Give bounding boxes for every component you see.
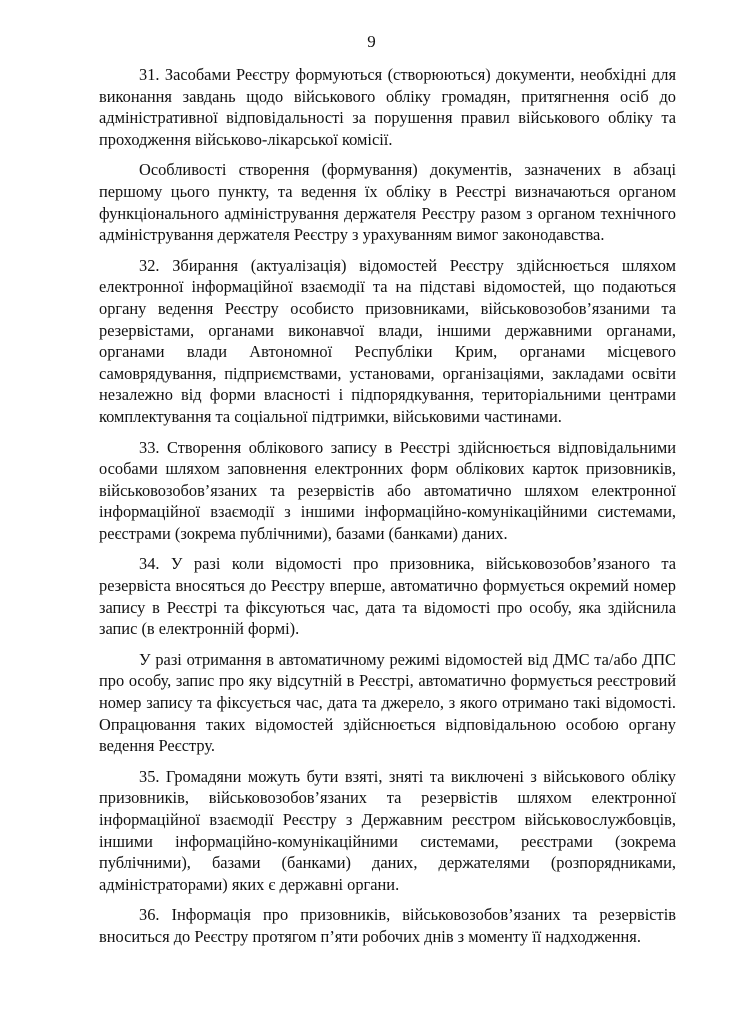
paragraph-33: 33. Створення облікового запису в Реєстрі здійснюється відповідальними особами шляхом заповнення електронних форм облікових карток призовників, військовозобов’язаних та резервістів або автоматично шляхом електронної інформаційної взаємодії з іншими інформаційно-комунікаційними системами, реєстрами (зокрема публічними), базами (банками) даних. — [99, 437, 676, 543]
paragraph-35: 35. Громадяни можуть бути взяті, зняті та виключені з військового обліку призовників, військовозобов’язаних та резервістів шляхом електронної інформаційної взаємодії Реєстру з Державним реєстром військовослужбовців, іншими інформаційно-комунікаційними системами, реєстрами (зокрема публічними), базами (банками) даних, держателями (розпорядниками, адміністраторами) яких є державні органи. — [99, 766, 676, 894]
paragraph-31-note: Особливості створення (формування) документів, зазначених в абзаці першому цього пункту, та ведення їх обліку в Реєстрі визначаються органом функціонального адміністрування держателя Реєстру разом з органом технічного адміністрування держателя Реєстру з урахуванням вимог законодавства. — [99, 160, 676, 245]
paragraph-34: 34. У разі коли відомості про призовника, військовозобов’язаного та резервіста вносяться до Реєстру вперше, автоматично формується окремий номер запису в Реєстрі та фіксуються час, дата та відомості про особу, яка здійснила запис (в електронній формі). — [99, 554, 676, 639]
paragraph-36: 36. Інформація про призовників, військовозобов’язаних та резервістів вноситься до Реєстру протягом п’яти робочих днів з моменту її надходження. — [99, 905, 676, 946]
paragraph-32: 32. Збирання (актуалізація) відомостей Реєстру здійснюється шляхом електронної інформаційної взаємодії та на підставі відомостей, що подаються органу ведення Реєстру особисто призовниками, військовозобов’язаними та резервістами, органами виконавчої влади, іншими державними органами, органами влади Автономної Республіки Крим, органами місцевого самоврядування, підприємствами, установами, організаціями, закладами освіти незалежно від форми власності і підпорядкування, територіальними центрами комплектування та соціальної підтримки, військовими частинами. — [99, 255, 676, 426]
document-body — [99, 64, 676, 957]
paragraph-34-note: У разі отримання в автоматичному режимі відомостей від ДМС та/або ДПС про особу, запис про яку відсутній в Реєстрі, автоматично формується реєстровий номер запису та фіксується час, дата та джерело, з якого отримано такі відомості. Опрацювання таких відомостей здійснюється відповідальною особою органу ведення Реєстру. — [99, 649, 676, 756]
paragraph-31: 31. Засобами Реєстру формуються (створюються) документи, необхідні для виконання завдань щодо військового обліку громадян, притягнення осіб до адміністративної відповідальності за порушення правил військового обліку та проходження військово-лікарської комісії. — [99, 65, 676, 149]
page-number: 9 — [367, 32, 376, 51]
